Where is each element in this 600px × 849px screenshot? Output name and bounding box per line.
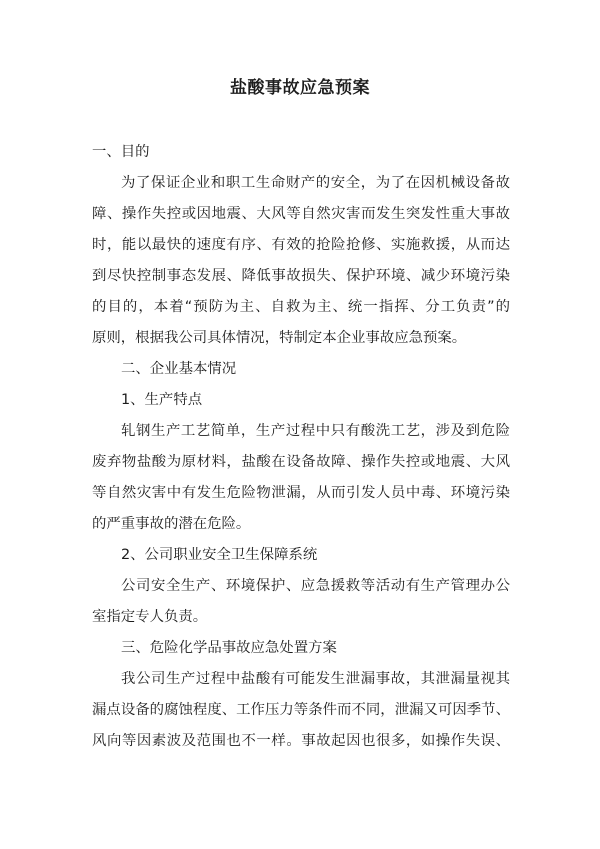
section-heading-company-info: 二、企业基本情况 xyxy=(121,361,237,377)
paragraph-line: 风向等因素波及范围也不一样。事故起因也很多，如操作失误、 xyxy=(92,733,510,749)
paragraph-line: 的严重事故的潜在危险。 xyxy=(92,516,251,532)
paragraph-line: 公司安全生产、环境保护、应急援救等活动有生产管理办公 xyxy=(121,578,510,594)
paragraph-line: 的目的，本着“预防为主、自救为主、统一指挥、分工负责”的 xyxy=(92,299,510,315)
paragraph-line: 到尽快控制事态发展、降低事故损失、保护环境、减少环境污染 xyxy=(92,268,510,284)
subsection-heading-safety-system: 2、公司职业安全卫生保障系统 xyxy=(121,547,318,563)
paragraph-line: 漏点设备的腐蚀程度、工作压力等条件而不同，泄漏又可因季节、 xyxy=(92,702,510,718)
paragraph-line: 我公司生产过程中盐酸有可能发生泄漏事故，其泄漏量视其 xyxy=(121,671,510,687)
paragraph-line: 原则，根据我公司具体情况，特制定本企业事故应急预案。 xyxy=(92,330,467,346)
subsection-heading-production: 1、生产特点 xyxy=(121,392,203,408)
paragraph-line: 废弃物盐酸为原材料，盐酸在设备故障、操作失控或地震、大风 xyxy=(92,454,510,470)
document-body xyxy=(92,137,510,757)
section-heading-purpose: 一、目的 xyxy=(92,144,150,160)
paragraph-line: 为了保证企业和职工生命财产的安全，为了在因机械设备故 xyxy=(121,175,510,191)
paragraph-line: 轧钢生产工艺简单，生产过程中只有酸洗工艺，涉及到危险 xyxy=(121,423,510,439)
document-title: 盐酸事故应急预案 xyxy=(230,78,370,98)
paragraph-line: 等自然灾害中有发生危险物泄漏，从而引发人员中毒、环境污染 xyxy=(92,485,510,501)
section-heading-emergency-plan: 三、危险化学品事故应急处置方案 xyxy=(121,640,337,656)
paragraph-line: 室指定专人负责。 xyxy=(92,609,208,625)
paragraph-line: 障、操作失控或因地震、大风等自然灾害而发生突发性重大事故 xyxy=(92,206,510,222)
paragraph-line: 时，能以最快的速度有序、有效的抢险抢修、实施救援，从而达 xyxy=(92,237,510,253)
